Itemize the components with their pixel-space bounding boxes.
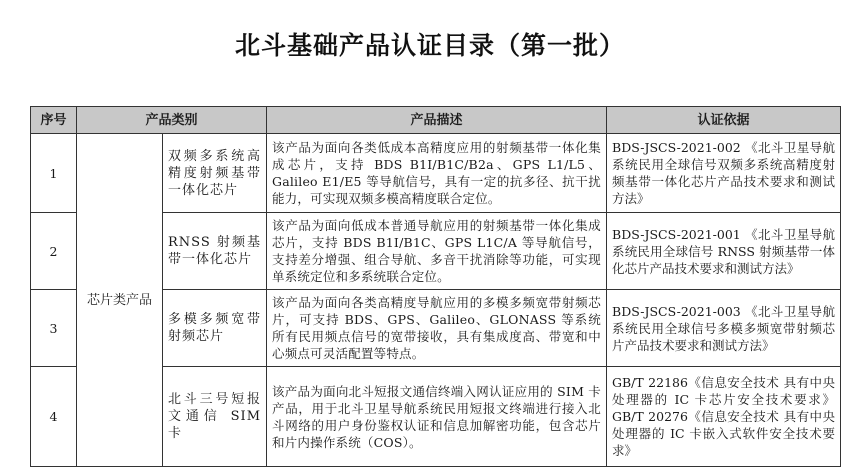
product-description: 该产品为面向低成本普通导航应用的射频基带一体化集成芯片，支持 BDS B1I/B1C、GPS L1C/A 等导航信号，支持差分增强、组合导航、多音干扰消除等功能，可实现单系统定位和多系统联合定位。 — [267, 213, 607, 290]
certification-basis: BDS-JSCS-2021-001 《北斗卫星导航系统民用全球信号 RNSS 射频基带一体化芯片产品技术要求和测试方法》 — [607, 213, 841, 290]
product-description: 该产品为面向北斗短报文通信终端入网认证应用的 SIM 卡产品，用于北斗卫星导航系统民用短报文终端进行接入北斗网络的用户身份鉴权认证和信息加解密功能，包含芯片和片内操作系统（COS）。 — [267, 367, 607, 467]
header-category: 产品类别 — [77, 107, 267, 134]
table-header-row — [31, 107, 841, 134]
page-title: 北斗基础产品认证目录（第一批） — [234, 31, 625, 60]
header-description: 产品描述 — [267, 107, 607, 134]
product-name: 多模多频宽带射频芯片 — [163, 290, 267, 367]
table-row — [31, 134, 841, 213]
header-index: 序号 — [31, 107, 77, 134]
row-index: 3 — [31, 290, 77, 367]
category-group: 芯片类产品 — [77, 134, 163, 467]
product-name: RNSS 射频基带一体化芯片 — [163, 213, 267, 290]
row-index: 2 — [31, 213, 77, 290]
product-description: 该产品为面向各类高精度导航应用的多模多频宽带射频芯片，可支持 BDS、GPS、Galileo、GLONASS 等系统所有民用频点信号的宽带接收，具有集成度高、带宽和中心频点可灵活配置等特点。 — [267, 290, 607, 367]
certification-basis: BDS-JSCS-2021-002 《北斗卫星导航系统民用全球信号双频多系统高精度射频基带一体化芯片产品技术要求和测试方法》 — [607, 134, 841, 213]
product-name: 北斗三号短报文通信 SIM 卡 — [163, 367, 267, 467]
product-description: 该产品为面向各类低成本高精度应用的射频基带一体化集成芯片，支持 BDS B1I/B1C/B2a、GPS L1/L5、Galileo E1/E5 等导航信号，具有一定的抗多径、抗干扰能力，可实现双频多模高精度联合定位。 — [267, 134, 607, 213]
row-index: 4 — [31, 367, 77, 467]
header-basis: 认证依据 — [607, 107, 841, 134]
certification-basis: BDS-JSCS-2021-003 《北斗卫星导航系统民用全球信号多模多频宽带射频芯片产品技术要求和测试方法》 — [607, 290, 841, 367]
product-name: 双频多系统高精度射频基带一体化芯片 — [163, 134, 267, 213]
catalog-table — [30, 106, 841, 467]
row-index: 1 — [31, 134, 77, 213]
certification-basis: GB/T 22186《信息安全技术 具有中央处理器的 IC 卡芯片安全技术要求》GB/T 20276《信息安全技术 具有中央处理器的 IC 卡嵌入式软件安全技术要求》 — [607, 367, 841, 467]
